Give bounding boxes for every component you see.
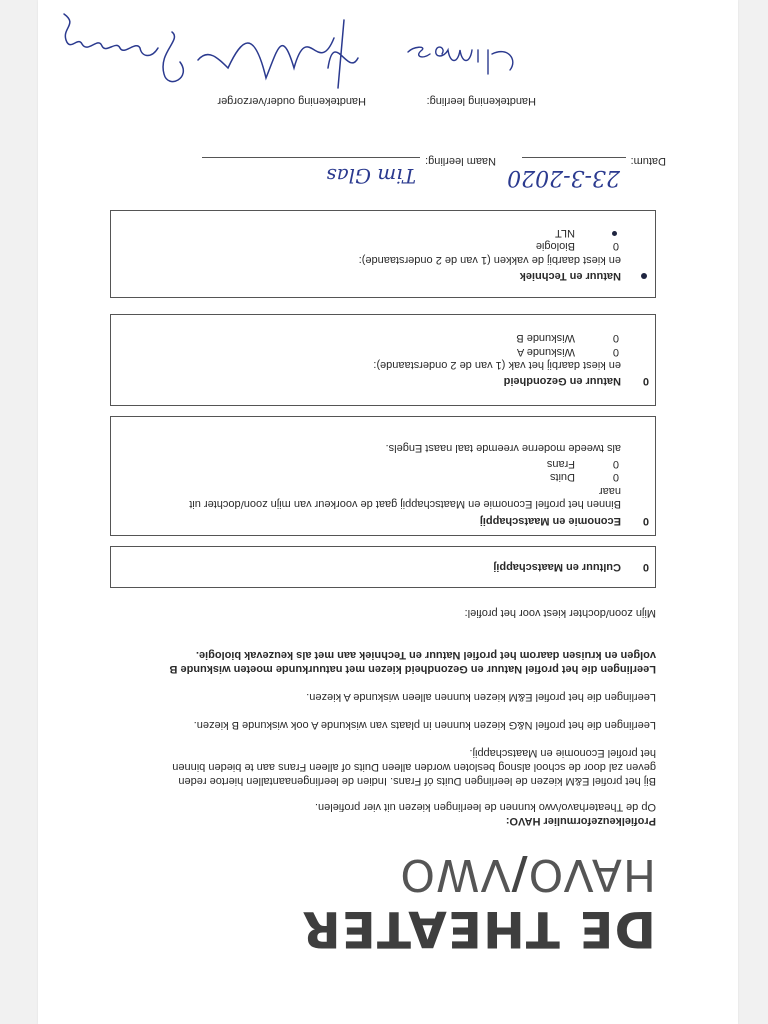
parent-signature-label: Handtekening ouder/verzorger <box>217 95 366 107</box>
ng-option-wb-radio[interactable]: 0 <box>612 332 619 344</box>
logo-subtitle <box>399 849 656 900</box>
choose-line: Mijn zoon/dochter kiest voor het profiel: <box>464 607 656 619</box>
profile-box-em[interactable] <box>110 416 656 536</box>
document-page <box>38 0 738 1024</box>
rotated-content <box>38 0 738 1024</box>
em-checkbox[interactable]: 0 <box>642 515 649 527</box>
date-value[interactable]: 23-3-2020 <box>507 165 620 190</box>
cm-checkbox[interactable]: 0 <box>642 561 649 573</box>
ng-option-wa-label: Wiskunde A <box>516 346 575 358</box>
profile-box-cm[interactable] <box>110 546 656 588</box>
em-option-duits-label: Duits <box>549 471 575 483</box>
name-label: Naam leerling: <box>425 155 496 167</box>
logo-vwo: VWO <box>399 849 511 900</box>
em-math-rule: Leerlingen die het profiel E&M kiezen kunnen alleen wiskunde A kiezen. <box>306 691 656 703</box>
em-rule-line-2: geven zal door de school alsnog besloten worden alleen Duits of alleen Frans aan te bieden binnen <box>172 761 656 773</box>
profile-box-nt[interactable] <box>110 210 656 298</box>
em-rule-line-1: Bij het profiel E&M kiezen de leerlingen Duits óf Frans. Indien de leerlingenaantallen hiertoe reden <box>178 775 656 787</box>
cm-label: Cultuur en Maatschappij <box>493 561 621 573</box>
nt-label: Natuur en Techniek <box>519 270 621 282</box>
em-rule-line-3: het profiel Economie en Maatschappij. <box>469 747 656 759</box>
logo-slash: / <box>510 849 528 900</box>
nt-option-bio-radio[interactable]: 0 <box>612 240 619 252</box>
nt-checkbox-filled[interactable] <box>641 273 647 279</box>
nt-rule-line-1: Leerlingen die het profiel Natuur en Gezondheid kiezen met natuurkunde moeten wiskunde B <box>169 663 656 675</box>
em-note: als tweede moderne vreemde taal naast Engels. <box>385 442 621 454</box>
logo-title: DE THEATER <box>301 900 656 958</box>
date-label: Datum: <box>630 155 666 167</box>
ng-option-wa-radio[interactable]: 0 <box>612 346 619 358</box>
name-line <box>202 157 420 158</box>
student-signature-label: Handtekening leerling: <box>426 95 536 107</box>
nt-option-nlt-radio-filled[interactable] <box>612 231 617 236</box>
parent-signature <box>48 8 378 98</box>
name-value[interactable]: Tim Glas <box>326 164 416 188</box>
intro-line: Op de Theaterhavo/vwo kunnen de leerlingen kiezen uit vier profielen. <box>314 801 656 813</box>
profile-box-ng[interactable] <box>110 314 656 406</box>
em-option-duits-radio[interactable]: 0 <box>612 471 619 483</box>
nt-desc: en kiest daarbij de vakken (1 van de 2 onderstaande): <box>358 254 621 266</box>
date-line <box>522 157 626 158</box>
nt-rule-line-2: volgen en kruisen daarom het profiel Natuur en Techniek aan met als keuzevak biologie. <box>195 649 656 661</box>
em-label: Economie en Maatschappij <box>479 515 621 527</box>
nt-option-nlt-label: NLT <box>555 227 575 239</box>
logo-havo: HAVO <box>527 849 656 900</box>
em-desc-line-1: Binnen het profiel Economie en Maatschappij gaat de voorkeur van mijn zoon/dochter uit <box>189 498 621 510</box>
ng-option-wb-label: Wiskunde B <box>516 332 575 344</box>
ng-rule: Leerlingen die het profiel N&G kiezen kunnen in plaats van wiskunde A ook wiskunde B kiezen. <box>193 719 656 731</box>
ng-desc: en kiest daarbij het vak (1 van de 2 onderstaande): <box>373 359 621 371</box>
em-option-frans-label: Frans <box>546 458 575 470</box>
nt-option-bio-label: Biologie <box>535 240 575 252</box>
ng-label: Natuur en Gezondheid <box>503 375 621 387</box>
form-title: Profielkeuzeformulier HAVO: <box>505 815 656 827</box>
student-signature <box>398 34 518 84</box>
em-desc-line-2: naar <box>598 485 621 497</box>
em-option-frans-radio[interactable]: 0 <box>612 458 619 470</box>
ng-checkbox[interactable]: 0 <box>642 375 649 387</box>
